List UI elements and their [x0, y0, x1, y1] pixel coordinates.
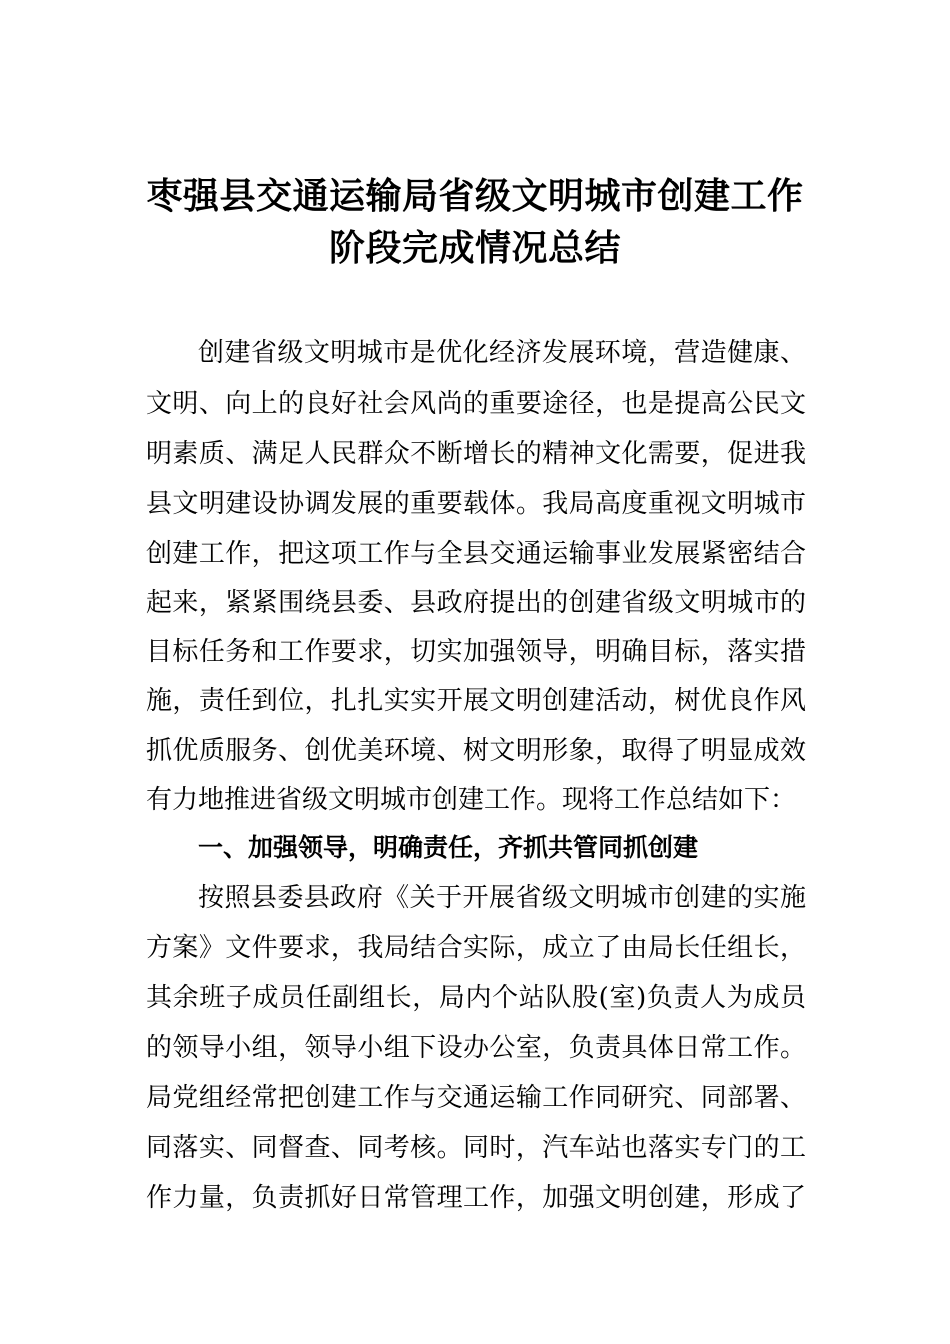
document-title-line-2: 阶段完成情况总结	[328, 227, 621, 269]
paragraph-2-line: 按照县委县政府《关于开展省级文明城市创建的实施	[198, 883, 806, 913]
paragraph-1-line: 创建工作，把这项工作与全县交通运输事业发展紧密结合	[146, 539, 806, 569]
paragraph-2-line: 其余班子成员任副组长，局内个站队股(室)负责人为成员	[146, 983, 806, 1013]
paragraph-1-line: 目标任务和工作要求，切实加强领导，明确目标，落实措	[146, 637, 806, 667]
paragraph-1-line: 起来，紧紧围绕县委、县政府提出的创建省级文明城市的	[146, 588, 806, 618]
paragraph-1-line: 施，责任到位，扎扎实实开展文明创建活动，树优良作风	[146, 686, 806, 716]
paragraph-1-line: 明素质、满足人民群众不断增长的精神文化需要，促进我	[146, 439, 806, 469]
paragraph-1-line: 抓优质服务、创优美环境、树文明形象，取得了明显成效	[146, 736, 806, 766]
paragraph-1-line: 有力地推进省级文明城市创建工作。现将工作总结如下：	[146, 785, 797, 815]
paragraph-2-line: 局党组经常把创建工作与交通运输工作同研究、同部署、	[146, 1083, 806, 1113]
paragraph-2-line: 的领导小组，领导小组下设办公室，负责具体日常工作。	[146, 1033, 806, 1063]
paragraph-2-line: 同落实、同督查、同考核。同时，汽车站也落实专门的工	[146, 1133, 806, 1163]
paragraph-2-line: 方案》文件要求，我局结合实际，成立了由局长任组长，	[146, 933, 806, 963]
section-1-heading: 一、加强领导，明确责任，齐抓共管同抓创建	[198, 833, 699, 862]
paragraph-1-line: 文明、向上的良好社会风尚的重要途径，也是提高公民文	[146, 389, 806, 419]
paragraph-2-line: 作力量，负责抓好日常管理工作，加强文明创建，形成了	[146, 1183, 806, 1213]
paragraph-1-line: 创建省级文明城市是优化经济发展环境，营造健康、	[198, 338, 806, 368]
paragraph-1-line: 县文明建设协调发展的重要载体。我局高度重视文明城市	[146, 489, 806, 519]
document-title-line-1: 枣强县交通运输局省级文明城市创建工作	[146, 175, 804, 217]
